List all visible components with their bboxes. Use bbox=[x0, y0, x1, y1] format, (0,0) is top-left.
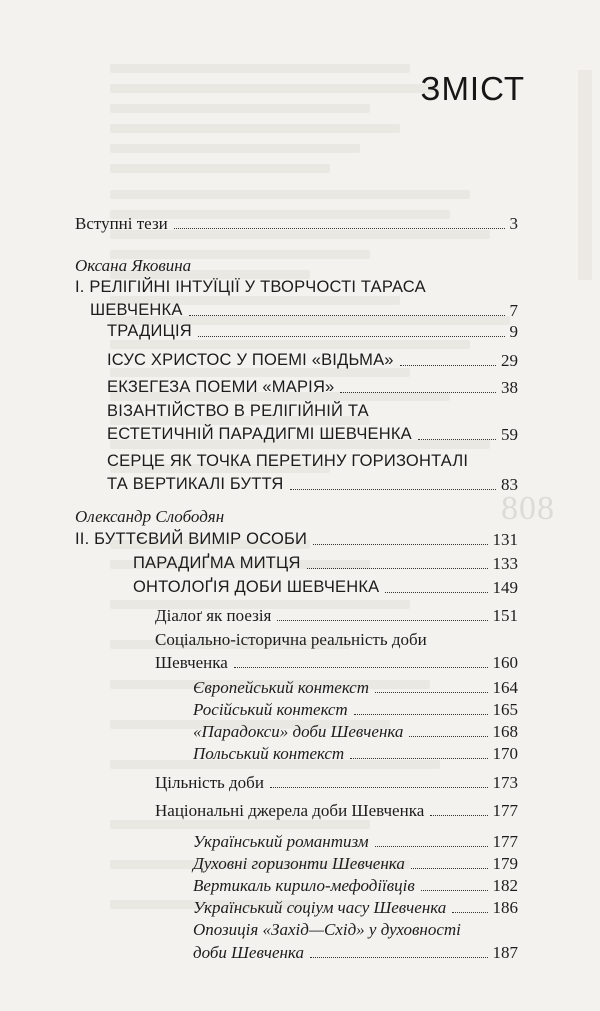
toc-entry-label: Польський контекст bbox=[193, 744, 345, 763]
toc-page-number: 170 bbox=[492, 744, 518, 763]
dot-leader bbox=[400, 365, 496, 366]
toc-entry-vertical[interactable] bbox=[193, 874, 518, 897]
toc-page-number: 3 bbox=[509, 214, 518, 233]
toc-entry-ontology[interactable] bbox=[133, 576, 518, 599]
toc-entry-polish[interactable] bbox=[193, 742, 518, 765]
toc-entry-line2 bbox=[155, 651, 518, 674]
toc-page-number: 179 bbox=[492, 854, 518, 873]
toc-entry-chapter-2[interactable] bbox=[75, 528, 518, 551]
toc-entry-intro[interactable] bbox=[75, 212, 518, 235]
toc-page-number: 59 bbox=[501, 425, 518, 444]
toc-entry-label-line1: ВІЗАНТІЙСТВО В РЕЛІГІЙНІЙ ТА bbox=[107, 402, 369, 420]
dot-leader bbox=[174, 228, 505, 229]
toc-entry-european[interactable] bbox=[193, 676, 518, 699]
toc-entry-society[interactable] bbox=[193, 896, 518, 919]
dot-leader bbox=[354, 714, 488, 715]
bleed-through-background: 808 bbox=[0, 0, 600, 1011]
toc-page-number: 173 bbox=[492, 773, 518, 792]
dot-leader bbox=[375, 846, 488, 847]
toc-entry-opposition[interactable] bbox=[193, 918, 518, 964]
toc-entry-label-line1: Опозиція «Захід—Схід» у духовності bbox=[193, 920, 461, 939]
dot-leader bbox=[340, 392, 496, 393]
toc-entry-label-line1: Соціально-історична реальність доби bbox=[155, 630, 427, 649]
toc-entry-line2 bbox=[75, 299, 518, 322]
dot-leader bbox=[385, 592, 487, 593]
dot-leader bbox=[421, 890, 488, 891]
dot-leader bbox=[189, 315, 505, 316]
toc-entry-label-line2: Шевченка bbox=[155, 653, 228, 672]
dot-leader bbox=[198, 336, 505, 337]
toc-entry-spiritual[interactable] bbox=[193, 852, 518, 875]
toc-entry-line2 bbox=[193, 941, 518, 964]
toc-entry-label: ТРАДИЦІЯ bbox=[107, 322, 192, 340]
toc-entry-label-line2: ТА ВЕРТИКАЛІ БУТТЯ bbox=[107, 475, 284, 493]
toc-entry-romanticism[interactable] bbox=[193, 830, 518, 853]
toc-page-number: 133 bbox=[492, 554, 518, 573]
toc-page-number: 177 bbox=[492, 801, 518, 820]
toc-entry-dialog[interactable] bbox=[155, 604, 518, 627]
toc-page-number: 38 bbox=[501, 378, 518, 397]
dot-leader bbox=[277, 620, 487, 621]
toc-entry-integrity[interactable] bbox=[155, 771, 518, 794]
toc-entry-label-line2: ШЕВЧЕНКА bbox=[90, 301, 183, 319]
toc-entry-russian[interactable] bbox=[193, 698, 518, 721]
toc-entry-chapter-1[interactable] bbox=[75, 276, 518, 322]
toc-entry-label-line1: СЕРЦЕ ЯК ТОЧКА ПЕРЕТИНУ ГОРИЗОНТАЛІ bbox=[107, 452, 469, 470]
toc-entry-label-line2: доби Шевченка bbox=[193, 943, 304, 962]
toc-entry-paradoxes[interactable] bbox=[193, 720, 518, 743]
dot-leader bbox=[409, 736, 487, 737]
toc-page-number: 168 bbox=[492, 722, 518, 741]
toc-entry-tradition[interactable] bbox=[107, 320, 518, 343]
toc-entry-label: Діалоґ як поезія bbox=[155, 606, 272, 625]
toc-entry-line2 bbox=[107, 423, 518, 446]
toc-entry-label-line1: І. РЕЛІГІЙНІ ІНТУЇЦІЇ У ТВОРЧОСТІ ТАРАСА bbox=[75, 278, 426, 296]
toc-entry-label: Європейський контекст bbox=[193, 678, 369, 697]
dot-leader bbox=[452, 912, 487, 913]
dot-leader bbox=[411, 868, 488, 869]
toc-page-number: 9 bbox=[509, 322, 518, 341]
toc-entry-label: ІСУС ХРИСТОС У ПОЕМІ «ВІДЬМА» bbox=[107, 351, 394, 369]
dot-leader bbox=[313, 544, 487, 545]
toc-page-number: 165 bbox=[492, 700, 518, 719]
toc-entry-label: «Парадокси» доби Шевченка bbox=[193, 722, 404, 741]
toc-entry-label: ОНТОЛОҐІЯ ДОБИ ШЕВЧЕНКА bbox=[133, 578, 380, 596]
toc-entry-label: Духовні горизонти Шевченка bbox=[193, 854, 405, 873]
toc-entry-jesus[interactable] bbox=[107, 349, 518, 372]
dot-leader bbox=[350, 758, 487, 759]
toc-entry-label: Український романтизм bbox=[193, 832, 369, 851]
toc-entry-label: Український соціум часу Шевченка bbox=[193, 898, 447, 917]
author-name: Олександр Слободян bbox=[75, 507, 225, 526]
dot-leader bbox=[270, 787, 488, 788]
toc-page-number: 29 bbox=[501, 351, 518, 370]
toc-page-number: 186 bbox=[492, 898, 518, 917]
toc-page-number: 187 bbox=[492, 943, 518, 962]
toc-page-number: 177 bbox=[492, 832, 518, 851]
page-title: ЗМІСТ bbox=[420, 70, 525, 107]
dot-leader bbox=[430, 815, 487, 816]
toc-entry-label: Цільність доби bbox=[155, 773, 264, 792]
toc-page-number: 7 bbox=[509, 301, 518, 320]
dot-leader bbox=[375, 692, 488, 693]
toc-entry-label: Вертикаль кирило-мефодіївців bbox=[193, 876, 415, 895]
toc-page-number: 164 bbox=[492, 678, 518, 697]
toc-page-number: 131 bbox=[492, 530, 518, 549]
toc-entry-label: ПАРАДИҐМА МИТЦЯ bbox=[133, 554, 301, 572]
dot-leader bbox=[310, 957, 488, 958]
toc-page-number: 182 bbox=[492, 876, 518, 895]
toc-entry-national-sources[interactable] bbox=[155, 799, 518, 822]
toc-entry-exegesis[interactable] bbox=[107, 376, 518, 399]
toc-entry-label: Російський контекст bbox=[193, 700, 348, 719]
toc-entry-line2 bbox=[107, 473, 518, 496]
toc-entry-label: ІІ. БУТТЄВИЙ ВИМІР ОСОБИ bbox=[75, 530, 308, 548]
dot-leader bbox=[418, 439, 496, 440]
toc-entry-paradigm[interactable] bbox=[133, 552, 518, 575]
toc-entry-label-line2: ЕСТЕТИЧНІЙ ПАРАДИГМІ ШЕВЧЕНКА bbox=[107, 425, 412, 443]
toc-entry-label: ЕКЗЕГЕЗА ПОЕМИ «МАРІЯ» bbox=[107, 378, 335, 396]
toc-page-number: 151 bbox=[492, 606, 518, 625]
toc-entry-heart[interactable] bbox=[107, 450, 518, 496]
toc-entry-label: Вступні тези bbox=[75, 214, 168, 233]
toc-page-number: 160 bbox=[492, 653, 518, 672]
dot-leader bbox=[234, 667, 488, 668]
toc-entry-byzantinism[interactable] bbox=[107, 400, 518, 446]
author-name: Оксана Яковина bbox=[75, 256, 192, 275]
dot-leader bbox=[290, 489, 496, 490]
toc-page-number: 149 bbox=[492, 578, 518, 597]
toc-entry-label: Національні джерела доби Шевченка bbox=[155, 801, 425, 820]
toc-entry-social[interactable] bbox=[155, 628, 518, 674]
dot-leader bbox=[307, 568, 488, 569]
toc-page-number: 83 bbox=[501, 475, 518, 494]
